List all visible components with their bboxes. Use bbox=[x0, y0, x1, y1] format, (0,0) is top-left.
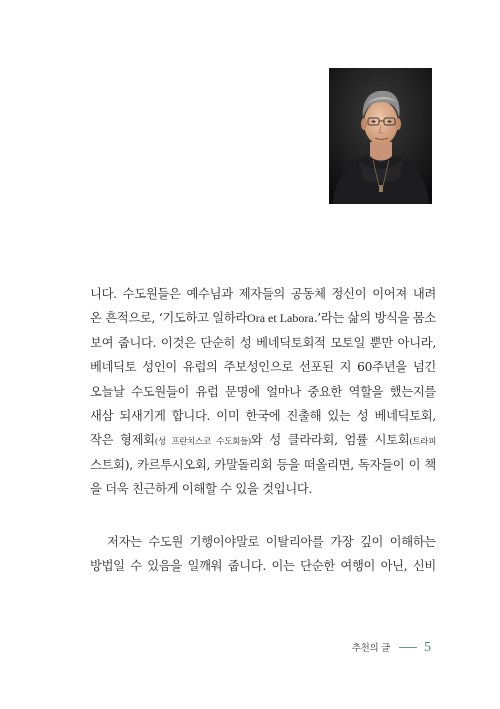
text-line: 을 더욱 친근하게 이해할 수 있을 것입니다. bbox=[90, 482, 313, 497]
page-number: 5 bbox=[424, 640, 431, 655]
text-line: 베네딕토 성인이 유럽의 주보성인으로 선포된 지 60주년을 넘긴 bbox=[90, 360, 436, 375]
page-footer bbox=[352, 640, 431, 656]
text-span: 온 흔적으로, ‘기도하고 일하라 bbox=[90, 311, 248, 326]
running-section-title: 추천의 글 bbox=[351, 643, 390, 654]
text-line bbox=[90, 428, 436, 452]
text-span: .’라는 삶의 방식을 몸소 bbox=[313, 311, 436, 326]
text-line: 새삼 되새기게 합니다. 이미 한국에 진출해 있는 성 베네딕토회, bbox=[90, 408, 436, 423]
text-line: 보여 줍니다. 이것은 단순히 성 베네딕토회적 모토일 뿐만 아니라, bbox=[90, 335, 436, 350]
author-portrait bbox=[329, 68, 432, 204]
text-span: 작은 형제회 bbox=[90, 433, 155, 448]
latin-phrase: Ora et Labora bbox=[247, 311, 314, 326]
text-line: 스트회), 카르투시오회, 카말돌리회 등을 떠올리면, 독자들이 이 책 bbox=[90, 457, 436, 472]
text-line: 방법일 수 있음을 일깨워 줍니다. 이는 단순한 여행이 아닌, 신비 bbox=[90, 558, 436, 573]
paragraph-gap bbox=[90, 502, 436, 530]
annotation-small: (성 프란치스코 수도회들) bbox=[154, 437, 251, 448]
annotation-small: (트라피 bbox=[409, 437, 436, 448]
body-text bbox=[90, 282, 436, 578]
text-line: 저자는 수도원 기행이야말로 이탈리아를 가장 깊이 이해하는 bbox=[107, 534, 436, 549]
footer-divider bbox=[399, 647, 417, 648]
author-portrait-photo bbox=[329, 68, 432, 204]
text-line bbox=[90, 306, 436, 330]
text-line: 오늘날 수도원들이 유럽 문명에 얼마나 중요한 역할을 했는지를 bbox=[90, 384, 436, 399]
text-span: 와 성 클라라회, 엄률 시토회 bbox=[250, 433, 410, 448]
text-line: 니다. 수도원들은 예수님과 제자들의 공동체 정신이 이어져 내려 bbox=[90, 287, 436, 301]
